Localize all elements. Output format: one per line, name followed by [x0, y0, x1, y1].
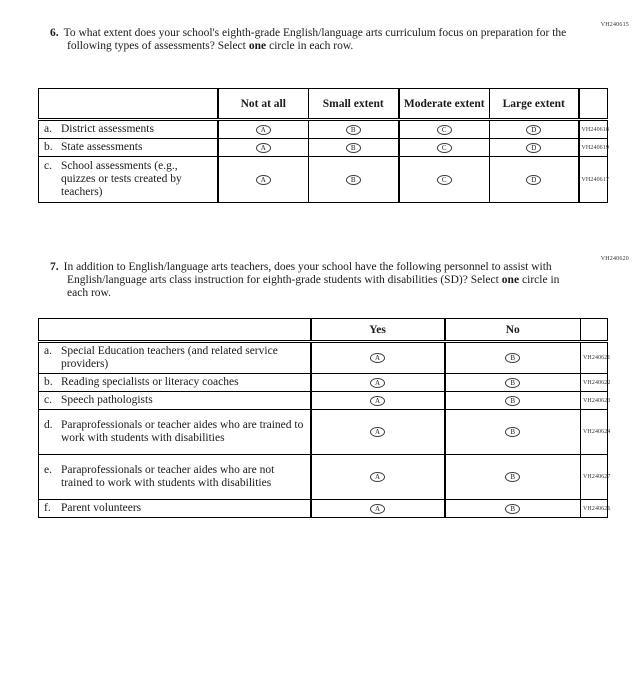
question-6-number: 6.: [50, 27, 59, 39]
q6-row-a-cell-large-extent: [490, 120, 579, 139]
answer-bubble-d[interactable]: D: [526, 125, 541, 135]
row-code: VH240623: [581, 392, 608, 410]
row-label-text: Special Education teachers (and related service providers): [61, 345, 278, 370]
q6-row-b-cell-moderate-extent: [399, 139, 490, 157]
row-letter: a.: [44, 123, 52, 135]
question-6-table: [38, 88, 608, 203]
answer-bubble-a[interactable]: A: [256, 143, 271, 153]
question-6-bold-word: one: [248, 40, 267, 52]
answer-bubble-b[interactable]: B: [505, 353, 520, 363]
row-label-text: Reading specialists or literacy coaches: [61, 376, 239, 388]
q7-row-e-cell-no: [445, 455, 581, 500]
q6-row-b-cell-large-extent: [490, 139, 579, 157]
row-code: VH240626: [581, 500, 608, 518]
q7-row-f-cell-no: [445, 500, 581, 518]
q7-row-d-cell-yes: [311, 410, 445, 455]
answer-bubble-d[interactable]: D: [526, 175, 541, 185]
q7-row-a-label: [39, 342, 311, 374]
question-6-text: [50, 27, 577, 53]
row-code: VH240621: [581, 342, 608, 374]
question-7-text: [50, 261, 577, 300]
q7-row-b-label: [39, 374, 311, 392]
table-row: [39, 139, 608, 157]
row-code: VH240622: [581, 374, 608, 392]
q7-row-e-label: [39, 455, 311, 500]
row-label-text: Paraprofessionals or teacher aides who are trained to work with students with disabilities: [61, 419, 304, 444]
row-letter: d.: [44, 419, 53, 431]
answer-bubble-a[interactable]: A: [370, 427, 385, 437]
row-letter: a.: [44, 345, 52, 357]
answer-bubble-b[interactable]: B: [505, 472, 520, 482]
row-letter: b.: [44, 141, 53, 153]
question-6-text-part1: To what extent does your school's eighth-grade English/language arts curriculum focus on preparation for the following types of assessments? Select: [63, 27, 567, 52]
q6-row-c-label: [39, 157, 218, 203]
q6-header-not-at-all: Not at all: [218, 89, 309, 120]
q7-row-a-cell-no: [445, 342, 581, 374]
table-row: [39, 342, 608, 374]
q7-row-e-cell-yes: [311, 455, 445, 500]
q7-row-b-cell-no: [445, 374, 581, 392]
q7-row-b-cell-yes: [311, 374, 445, 392]
answer-bubble-b[interactable]: B: [505, 378, 520, 388]
answer-bubble-c[interactable]: C: [437, 175, 452, 185]
question-6-form-code: VH240615: [600, 22, 629, 28]
answer-bubble-a[interactable]: A: [256, 125, 271, 135]
row-letter: c.: [44, 394, 52, 406]
answer-bubble-a[interactable]: A: [370, 504, 385, 514]
row-code: VH240619: [579, 139, 608, 157]
row-code: VH240624: [581, 410, 608, 455]
question-7-number: 7.: [50, 261, 59, 273]
table-row: [39, 410, 608, 455]
answer-bubble-a[interactable]: A: [370, 396, 385, 406]
table-row: [39, 392, 608, 410]
answer-bubble-b[interactable]: B: [505, 396, 520, 406]
q7-row-c-label: [39, 392, 311, 410]
answer-bubble-a[interactable]: A: [370, 353, 385, 363]
q7-row-f-label: [39, 500, 311, 518]
question-7-text-part1: In addition to English/language arts teachers, does your school have the following personnel to assist with English/language arts class instruction for eighth-grade students with disabilities (SD)? Select: [63, 261, 552, 286]
answer-bubble-b[interactable]: B: [505, 427, 520, 437]
question-7-table: [38, 318, 611, 518]
q7-row-a-cell-yes: [311, 342, 445, 374]
q7-header-yes: Yes: [311, 319, 445, 342]
q7-header-no: No: [445, 319, 581, 342]
answer-bubble-a[interactable]: A: [370, 472, 385, 482]
row-label-text: Paraprofessionals or teacher aides who are not trained to work with students with disabilities: [61, 464, 275, 489]
answer-bubble-c[interactable]: C: [437, 143, 452, 153]
q6-row-a-cell-moderate-extent: [399, 120, 490, 139]
question-6-text-part2: circle in each row.: [269, 40, 354, 52]
q7-row-f-cell-yes: [311, 500, 445, 518]
q6-row-b-cell-not-at-all: [218, 139, 309, 157]
q7-row-c-cell-yes: [311, 392, 445, 410]
answer-bubble-b[interactable]: B: [346, 175, 361, 185]
row-label-text: School assessments (e.g., quizzes or tests created by teachers): [61, 160, 182, 198]
q6-row-b-cell-small-extent: [309, 139, 399, 157]
answer-bubble-a[interactable]: A: [370, 378, 385, 388]
answer-bubble-a[interactable]: A: [256, 175, 271, 185]
row-letter: b.: [44, 376, 53, 388]
q6-header-moderate-extent: Moderate extent: [399, 89, 490, 120]
q6-row-c-cell-small-extent: [309, 157, 399, 203]
row-label-text: Parent volunteers: [61, 502, 142, 514]
q6-row-b-label: [39, 139, 218, 157]
answer-bubble-b[interactable]: B: [346, 143, 361, 153]
q7-header-blank: [39, 319, 311, 342]
q6-header-large-extent: Large extent: [490, 89, 579, 120]
q6-row-a-cell-small-extent: [309, 120, 399, 139]
row-letter: f.: [44, 502, 51, 514]
q6-row-a-label: [39, 120, 218, 139]
q6-header-blank: [39, 89, 218, 120]
question-7-text-part2: circle in each row.: [67, 274, 560, 299]
row-code: VH240618: [579, 120, 608, 139]
q6-row-c-cell-large-extent: [490, 157, 579, 203]
q7-row-c-cell-no: [445, 392, 581, 410]
answer-bubble-b[interactable]: B: [346, 125, 361, 135]
table-row: [39, 120, 608, 139]
q6-header-code-blank: [579, 89, 608, 120]
question-7-bold-word: one: [501, 274, 520, 286]
row-label-text: Speech pathologists: [61, 394, 153, 406]
table-row: [39, 157, 608, 203]
answer-bubble-b[interactable]: B: [505, 504, 520, 514]
answer-bubble-c[interactable]: C: [437, 125, 452, 135]
row-label-text: State assessments: [61, 141, 143, 153]
answer-bubble-d[interactable]: D: [526, 143, 541, 153]
q6-row-c-cell-moderate-extent: [399, 157, 490, 203]
question-7-form-code: VH240620: [600, 256, 629, 262]
table-row: [39, 374, 608, 392]
table-row: [39, 500, 608, 518]
table-row: [39, 455, 608, 500]
q6-row-c-cell-not-at-all: [218, 157, 309, 203]
q6-header-small-extent: Small extent: [309, 89, 399, 120]
q7-row-d-label: [39, 410, 311, 455]
q7-header-code-blank: [581, 319, 608, 342]
q6-row-a-cell-not-at-all: [218, 120, 309, 139]
row-label-text: District assessments: [61, 123, 154, 135]
q7-row-d-cell-no: [445, 410, 581, 455]
row-code: VH240617: [579, 157, 608, 203]
row-letter: c.: [44, 160, 52, 172]
row-code: VH240627: [581, 455, 608, 500]
row-letter: e.: [44, 464, 52, 476]
